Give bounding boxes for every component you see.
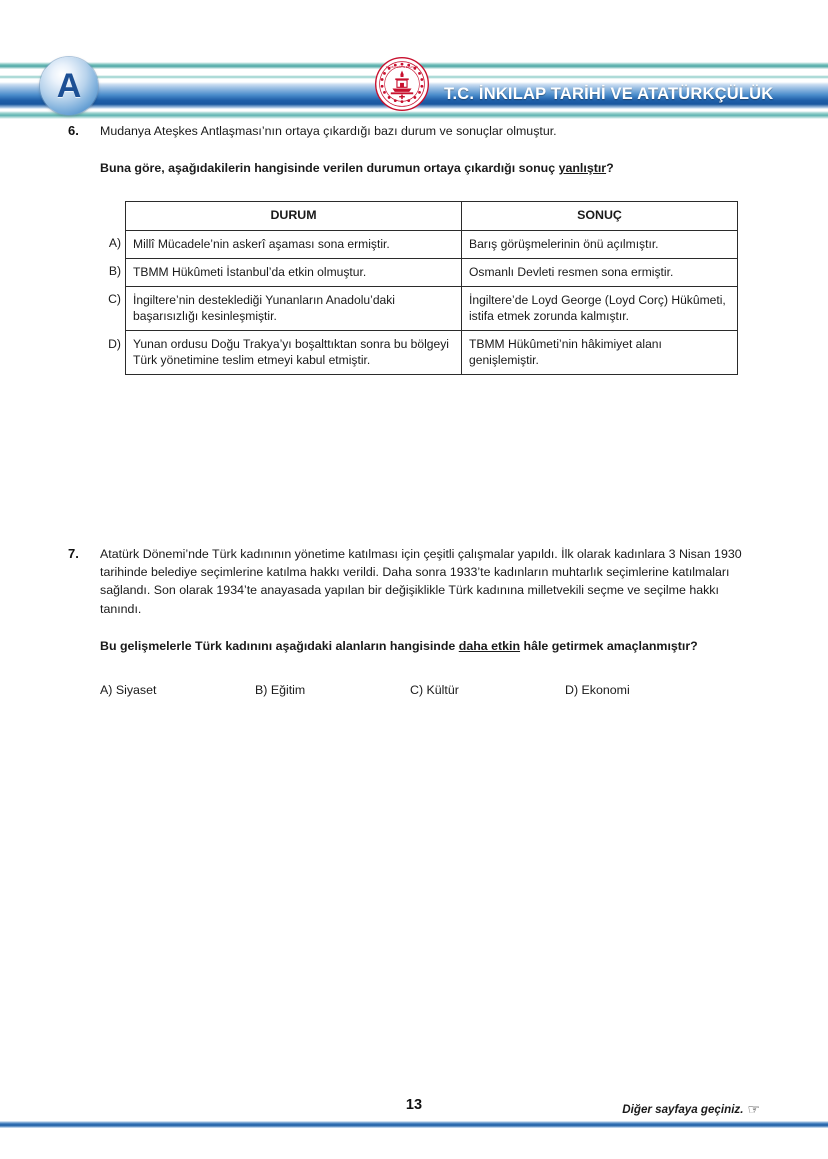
booklet-letter-badge xyxy=(40,57,98,115)
question-7-options xyxy=(100,681,828,699)
option-letter-c[interactable]: C) xyxy=(108,292,121,307)
page-number: 13 xyxy=(405,1097,423,1113)
question-7-prompt-before: Bu gelişmelerle Türk kadınını aşağıdaki alanların hangisinde xyxy=(100,638,459,653)
option-letter-b[interactable]: B) xyxy=(108,264,121,279)
pointing-hand-icon: ☞ xyxy=(747,1101,760,1117)
ministry-emblem-icon xyxy=(374,56,430,112)
question-7-number: 7. xyxy=(68,546,79,562)
question-7-prompt-underlined: daha etkin xyxy=(458,638,521,653)
page-footer xyxy=(0,1081,828,1159)
table-row[interactable] xyxy=(126,258,738,286)
question-6-stem: Mudanya Ateşkes Antlaşması’nın ortaya çıkardığı bazı durum ve sonuçlar olmuştur. xyxy=(100,124,557,138)
next-page-note-text: Diğer sayfaya geçiniz. xyxy=(622,1103,744,1116)
table-row[interactable] xyxy=(126,230,738,258)
cell-sonuc: TBMM Hükûmeti’nin hâkimiyet alanı genişlemiştir. xyxy=(462,331,738,375)
question-6-prompt xyxy=(100,159,758,177)
question-6-prompt-after: ? xyxy=(606,161,614,176)
cell-sonuc: Osmanlı Devleti resmen sona ermiştir. xyxy=(462,258,738,286)
option-c[interactable]: C) Kültür xyxy=(410,682,459,697)
cell-durum: Millî Mücadele’nin askerî aşaması sona ermiştir. xyxy=(126,230,462,258)
footer-divider xyxy=(0,1121,828,1128)
cell-sonuc: Barış görüşmelerinin önü açılmıştır. xyxy=(462,230,738,258)
durum-sonuc-table xyxy=(125,201,738,375)
option-d[interactable]: D) Ekonomi xyxy=(565,682,630,697)
cell-durum: Yunan ordusu Doğu Trakya’yı boşalttıktan sonra bu bölgeyi Türk yönetimine teslim etmeyi kabul etmiştir. xyxy=(126,331,462,375)
question-6-prompt-underlined: yanlıştır xyxy=(558,161,607,176)
option-b[interactable]: B) Eğitim xyxy=(255,682,306,697)
cell-durum: İngiltere’nin desteklediği Yunanların Anadolu’daki başarısızlığı kesinleşmiştir. xyxy=(126,286,462,330)
cell-sonuc: İngiltere’de Loyd George (Loyd Corç) Hükûmeti, istifa etmek zorunda kalmıştır. xyxy=(462,286,738,330)
table-header-row xyxy=(126,202,738,231)
next-page-note xyxy=(622,1101,760,1118)
question-6-number: 6. xyxy=(68,123,79,138)
column-header-durum: DURUM xyxy=(126,202,462,231)
table-row[interactable] xyxy=(126,331,738,375)
header-band-teal-bottom xyxy=(0,111,828,119)
page-content xyxy=(0,122,828,699)
cell-durum: TBMM Hükûmeti İstanbul’da etkin olmuştur. xyxy=(126,258,462,286)
question-6-prompt-before: Buna göre, aşağıdakilerin hangisinde verilen durumun ortaya çıkardığı sonuç xyxy=(100,161,559,176)
question-7-prompt-after: hâle getirmek amaçlanmıştır? xyxy=(520,638,698,653)
option-letter-a[interactable]: A) xyxy=(108,236,121,251)
page-title: T.C. İNKILAP TARİHİ VE ATATÜRKÇÜLÜK xyxy=(444,85,774,103)
question-7-stem: Atatürk Dönemi’nde Türk kadınının yönetime katılması için çeşitli çalışmalar yapıldı. İlk olarak kadınlara 3 Nisan 1930 tarihinde belediye seçimlerine katılma hakkı verildi. Daha sonra 1933’te kadınların muhtarlık seçimlerine katılmaları sağlandı. Son olarak 1934’te anayasada yapılan bir değişiklikle Türk kadınına milletvekili seçme ve seçilme hakkı tanındı. xyxy=(100,547,742,616)
booklet-letter: A xyxy=(56,67,82,105)
question-6-table-wrap xyxy=(108,201,758,375)
svg-text:T.C. MİLLÎ EĞİTİM BAKANLIĞI: T.C. MİLLÎ EĞİTİM BAKANLIĞI xyxy=(385,67,419,70)
option-letter-d[interactable]: D) xyxy=(108,336,121,351)
question-6 xyxy=(0,122,828,375)
table-row[interactable] xyxy=(126,286,738,330)
option-a[interactable]: A) Siyaset xyxy=(100,682,157,697)
question-7 xyxy=(0,545,828,699)
question-7-prompt xyxy=(100,637,758,655)
column-header-sonuc: SONUÇ xyxy=(462,202,738,231)
